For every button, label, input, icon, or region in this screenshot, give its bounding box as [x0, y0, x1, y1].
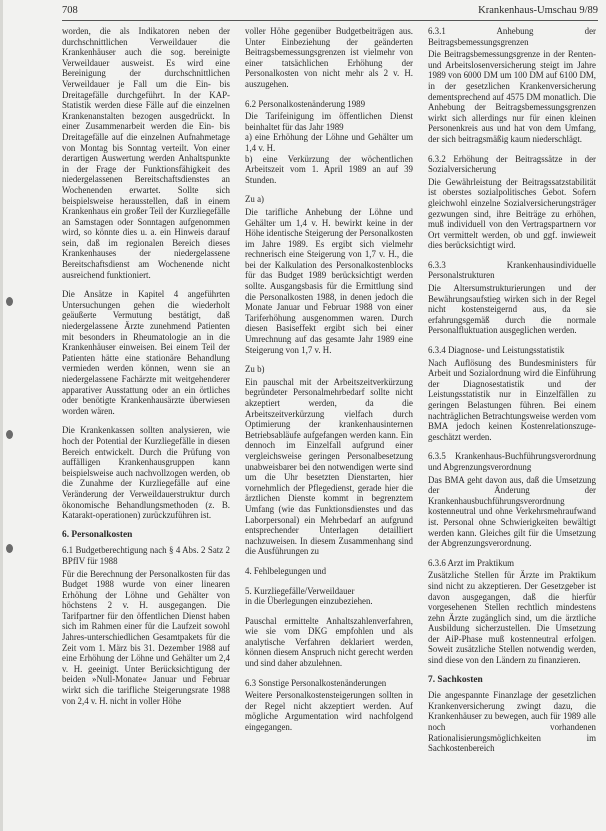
paragraph: Weitere Personalkostensteigerungen sollten in der Regel nicht akzeptiert werden. Auf mögliche Argumentation wird nachfolgend eingegangen.: [245, 690, 413, 733]
paragraph: Die Beitragsbemessungsgrenze in der Renten- und Arbeitslosenversicherung steigt im Jahre 1989 von 6000 DM um 100 DM auf 6100 DM, in der gesetzlichen Krankenversicherung dementsprechend auf 4575 DM monatlich. Die Anhebung der Beitragsbemessungsgrenzen wirkt sich allerdings nur für einen kleinen Personenkreis aus und hat von dem Umfang, der sich beitragsmäßig kaum niederschlägt.: [428, 49, 596, 144]
paragraph: Die Gewährleistung der Beitragssatzstabilität ist oberstes sozialpolitisches Gebot. Sofern gleichwohl einzelne Sozialversicherungsträger gezwungen sind, ihre Beiträge zu erhöhen, muß individuell von den Vertragspartnern vor Ort vermittelt werden, ob und ggf. inwieweit dies berücksichtigt wird.: [428, 176, 596, 251]
paragraph: Nach Auflösung des Bundesministers für Arbeit und Sozialordnung wird die Einführung der Diagnosestatistik und der Leistungsstatistik nur in Einzelfällen zu geringen Belastungen führen. Bei einem nachträglichen Betrachtungsweise werden vom BMA jedoch keinen Kostenrelationszuge-geschätzt werden.: [428, 357, 596, 442]
subsection-heading: 6.3 Sonstige Personalkostenänderungen: [245, 677, 387, 688]
section-heading: 7. Sachkosten: [428, 674, 483, 685]
paragraph: Die Altersumstrukturierungen und der Bewährungsaufstieg wirken sich in der Regel nicht kostensteigernd aus, da sie erfahrungsgemäß durch die normale Personalfluktuation ausgeglichen werden.: [428, 283, 596, 336]
paragraph: Für die Berechnung der Personalkosten für das Budget 1988 wurde von einer linearen Erhöhung der Löhne und Gehälter von höchstens 2 v. H. ausgegangen. Die Tarifpartner für den öffentlichen Dienst haben sich im Rahmen einer für die Laufzeit sowohl Jahres-unterschiedlichen Gesamtpakets für die Zeit vom 1. März bis 31. Dezember 1988 auf eine Erhöhung der Löhne und Gehälter um 2,4 v. H. geeinigt. Unter Berücksichtigung der beiden »Null-Monate« Januar und Februar wirkt sich die tarifliche Steigerungsrate 1988 von 2,4 v. H. nicht in voller Höhe: [62, 568, 230, 706]
subsection-heading: 6.3.6 Arzt im Praktikum: [428, 557, 515, 568]
subsection-heading: 6.3.3 Krankenhausindividuelle Personalstrukturen: [428, 259, 596, 281]
paragraph: worden, die als Indikatoren neben der durchschnittlichen Verweildauer die Krankenhäuser auch die sog. bereinigte Verweildauer ausweist. Es wird eine Bereinigung der durchschnittlichen Verweildauer je Fall um die Ein- bis Dreitagefälle durchgeführt. In der KAP-Statistik werden diese Fälle auf die einzelnen Krankenanstalten bezogen ausgedrückt. In einer Zusammenarbeit werden die Ein- bis Dreitagefälle auf die einzelnen Aufnahmetage von Montag bis Sonntag verteilt. Von einer derartigen Auswertung werden Anhaltspunkte in der Frage der Funktionsfähigkeit des niedergelassenen Bereitschaftsdienstes an Wochenenden erwartet. Sollte sich beispielsweise herausstellen, daß in einem Krankenhaus ein großer Teil der Kurzliegefälle an Samstagen oder Sonntagen aufgenommen wird, so könnte dies u. a. ein Hinweis darauf sein, daß im regionalen Bereich dieses Krankenhauses der niedergelassene Bereitschaftsdienst am Wochenende nicht ausreichend funktioniert.: [62, 26, 230, 280]
subsection-heading: 6.3.1 Anhebung der Beitragsbemessungsgrenzen: [428, 26, 596, 47]
punch-hole: [6, 544, 13, 553]
punch-hole: [6, 430, 13, 439]
paragraph: Die tarifliche Anhebung der Löhne und Gehälter um 1,4 v. H. bewirkt keine in der Höhe identische Steigerung der Personalkosten im Jahre 1989. Es ergibt sich vielmehr rechnerisch eine Steigerung von 1,7 v. H., die bei der Kalkulation des Personalkostenblocks für das Budget 1989 berücksichtigt werden sollte. Ausgangsbasis für die Ermittlung sind die Personalkosten 1988, in denen jedoch die Monate Januar und Februar 1988 von einer Tariferhöhung ausgenommen waren. Durch diesen Basiseffekt ergibt sich bei einer Umrechnung auf das gesamte Jahr 1989 eine Steigerung von 1,7 v. H.: [245, 206, 413, 355]
paragraph: voller Höhe gegenüber Budgetbeiträgen aus. Unter Einbeziehung der geänderten Beitragsbemessungsgrenzen ist vielmehr von einer tatsächlichen Erhöhung der Personalkosten von nicht mehr als 2 v. H. auszugehen.: [245, 26, 413, 89]
punch-hole: [6, 297, 13, 306]
text-column-2: [245, 26, 413, 831]
paragraph: Pauschal ermittelte Anhaltszahlenverfahren, wie sie vom DKG empfohlen und als analytische Verfahren deklariert werden, können diesem Anspruch nicht gerecht werden und sind daher abzulehnen.: [245, 615, 413, 669]
page-header: [62, 4, 598, 21]
subsection-heading: 6.3.5 Krankenhaus-Buchführungsverordnung und Abgrenzungsverordnung: [428, 451, 596, 472]
subsection-heading: 6.3.2 Erhöhung der Beitragssätze in der Sozialversicherung: [428, 153, 596, 175]
paragraph: Das BMA geht davon aus, daß die Umsetzung der Änderung der Krankenhausbuchführungsverordnung kostenneutral und ohne Verkehrsmehraufwand ist. Personal ohne Schwierigkeiten bewältigt werden kann. Gleiches gilt für die Umsetzung der Abgrenzungsverordnung.: [428, 474, 596, 549]
paragraph: Die Ansätze in Kapitel 4 angeführten Untersuchungen gehen die wiederholt geäußerte Vermutung bestätigt, daß niedergelassene Ärzte zunehmend Patienten mit besonders in Rheumatologie an in die Krankenhäuser einweisen. Bei einem Teil der Patienten hätte eine stationäre Behandlung vermieden werden können, wenn sie an niedergelassene Fachärzte mit weitgehenderer apparativer Ausstattung oder an ein örtliches oder benötigte Krankenhausärzte überwiesen worden wären.: [62, 289, 230, 416]
paragraph: 4. Fehlbelegungen und: [245, 565, 327, 576]
paragraph: Die angespannte Finanzlage der gesetzlichen Krankenversicherung zwingt dazu, die Krankenhäuser zu bewegen, auch für 1989 alle noch vorhandenen Rationalisierungsmöglichkeiten im Sachkostenbereich: [428, 690, 596, 754]
paragraph: 5. Kurzliegefälle/Verweildauer in die Überlegungen einzubeziehen.: [245, 585, 373, 607]
text-column-3: [428, 26, 596, 831]
page-number: 708: [62, 5, 78, 16]
subsection-heading: 6.1 Budgetberechtigung nach § 4 Abs. 2 Satz 2 BPfIV für 1988: [62, 545, 230, 566]
paragraph: Zusätzliche Stellen für Ärzte im Praktikum sind nicht zu akzeptieren. Der Gesetzgeber ist davon ausgegangen, daß die hierfür vorgesehenen Stellen rechtlich mindestens zehn Ärzte zugänglich sind, um die ärztliche Ausbildung sicherzustellen. Die Umsetzung der AiP-Phase muß kostenneutral erfolgen. Soweit zusätzliche Stellen notwendig werden, sind diese von den Ländern zu finanzieren.: [428, 570, 596, 666]
subsection-heading: 6.3.4 Diagnose- und Leistungsstatistik: [428, 345, 565, 356]
paragraph: Die Krankenkassen sollten analysieren, wie hoch der Potential der Kurzliegefälle in diesen Bereich entwickelt. Durch die Prüfung von auffälligen Krankenhausgruppen kann beispielsweise auch nachvollzogen werden, ob die Zunahme der Kurzliegefälle auf eine Veränderung der Verweildauerstruktur durch ökonomische Behandlungsmethoden (z. B. Katarakt-operationen) zurückzuführen ist.: [62, 425, 230, 521]
subsection-heading: 6.2 Personalkostenänderung 1989: [245, 98, 366, 109]
subsection-heading: Zu b): [245, 364, 265, 375]
paragraph: Die Tarifeinigung im öffentlichen Dienst beinhaltet für das Jahr 1989 a) eine Erhöhung der Löhne und Gehälter um 1,4 v. H. b) eine Verkürzung der wöchentlichen Arbeitszeit vom 1. April 1989 an auf 39 Stunden.: [245, 111, 413, 185]
paragraph: Ein pauschal mit der Arbeitszeitverkürzung begründeter Personalmehrbedarf sollte nicht akzeptiert werden, da die Arbeitszeitverkürzung vielfach durch Optimierung der krankenhausinternen Betriebsabläufe aufgefangen werden kann. Ein dennoch im Einzelfall aufgrund einer vergleichsweise geringen Personalbesetzung unabweisbarer bei den notwendigen werte sind um die Uhr besetzten Dienstarten, hier vornehmlich der Pflegedienst, gerade hier die ärztlichen Dienste kommt in begrenztem Umfang (wie das Funktionsdienstes und das Laborpersonal) ein Mehrbedarf an aufgrund entsprechender Unterlagen detailliert nachzuweisen. In diesem Zusammenhang sind die Ausführungen zu: [245, 376, 413, 557]
running-title: Krankenhaus-Umschau 9/89: [478, 5, 598, 16]
subsection-heading: Zu a): [245, 194, 264, 205]
text-column-1: [62, 26, 230, 831]
section-heading: 6. Personalkosten: [62, 529, 133, 540]
page-edge-shadow: [0, 0, 3, 831]
